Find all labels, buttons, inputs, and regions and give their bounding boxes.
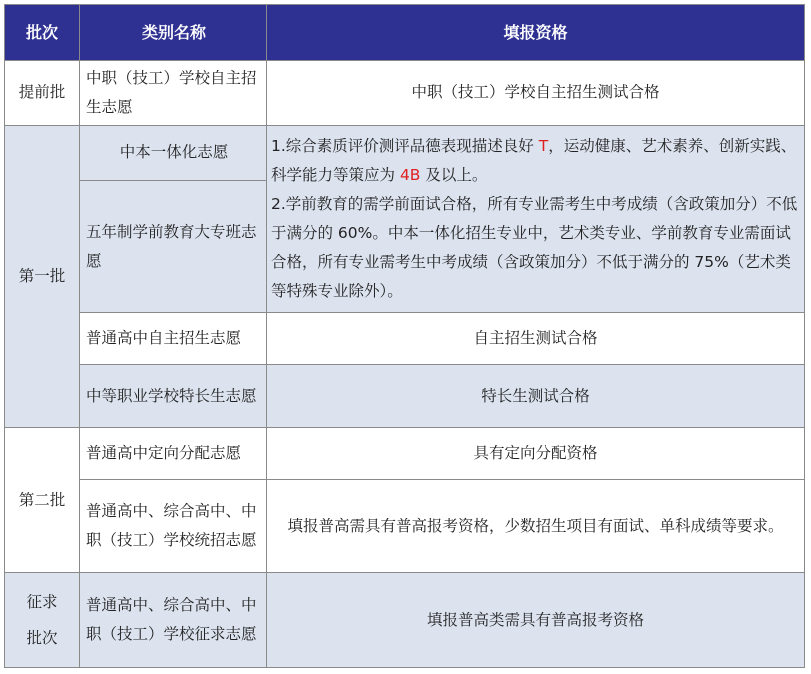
requirement-2-text: 2.学前教育的需学前面试合格，所有专业需考生中考成绩（含政策加分）不低于满分的 60%。中本一体化招生专业中，艺术类专业、学前教育专业需面试合格，所有专业需考生中考成绩（含政策加分）不低于满分的 75%（艺术类等特殊专业除外）。 [271,194,798,300]
category-second-2: 普通高中、综合高中、中职（技工）学校统招志愿 [80,480,267,573]
qualification-supplement: 填报普高类需具有普高报考资格 [267,573,805,668]
table-row-second-2 [5,480,805,573]
qualification-early: 中职（技工）学校自主招生测试合格 [267,61,805,126]
category-first-1: 中本一体化志愿 [80,125,267,180]
category-first-4: 中等职业学校特长生志愿 [80,365,267,428]
header-qualification: 填报资格 [267,5,805,61]
batch-supplement-line-2: 批次 [26,629,58,648]
qualification-first-combined [267,125,805,313]
table-row-second-1 [5,427,805,479]
batch-first: 第一批 [5,125,80,427]
category-early: 中职（技工）学校自主招生志愿 [80,61,267,126]
table-row-first-3 [5,313,805,365]
batch-second: 第二批 [5,427,80,572]
table-row-supplement [5,573,805,668]
qualification-first-3: 自主招生测试合格 [267,313,805,365]
table-row-first-4 [5,365,805,428]
qualification-second-2: 填报普高需具有普高报考资格，少数招生项目有面试、单科成绩等要求。 [267,480,805,573]
batch-supplement [5,573,80,668]
qualification-first-4: 特长生测试合格 [267,365,805,428]
table-row-early [5,61,805,126]
header-category: 类别名称 [80,5,267,61]
requirement-1-grade-t: T [538,136,549,155]
requirement-1-text-b: ，运动健康、艺术素养、创新实践、科学能力等策应为 [271,136,797,184]
category-first-2: 五年制学前教育大专班志愿 [80,180,267,312]
requirement-1-text-c: 及以上。 [420,165,488,184]
qualification-second-1: 具有定向分配资格 [267,427,805,479]
requirement-1-text-a: 1.综合素质评价测评品德表现描述良好 [271,136,539,155]
table-row-first-1 [5,125,805,180]
category-supplement: 普通高中、综合高中、中职（技工）学校征求志愿 [80,573,267,668]
batch-early: 提前批 [5,61,80,126]
requirement-1-grade-4b: 4B [399,165,421,184]
table-header-row [5,5,805,61]
header-batch: 批次 [5,5,80,61]
category-first-3: 普通高中自主招生志愿 [80,313,267,365]
category-second-1: 普通高中定向分配志愿 [80,427,267,479]
admission-qualification-table [4,4,805,668]
batch-supplement-line-1: 征求 [26,593,58,612]
